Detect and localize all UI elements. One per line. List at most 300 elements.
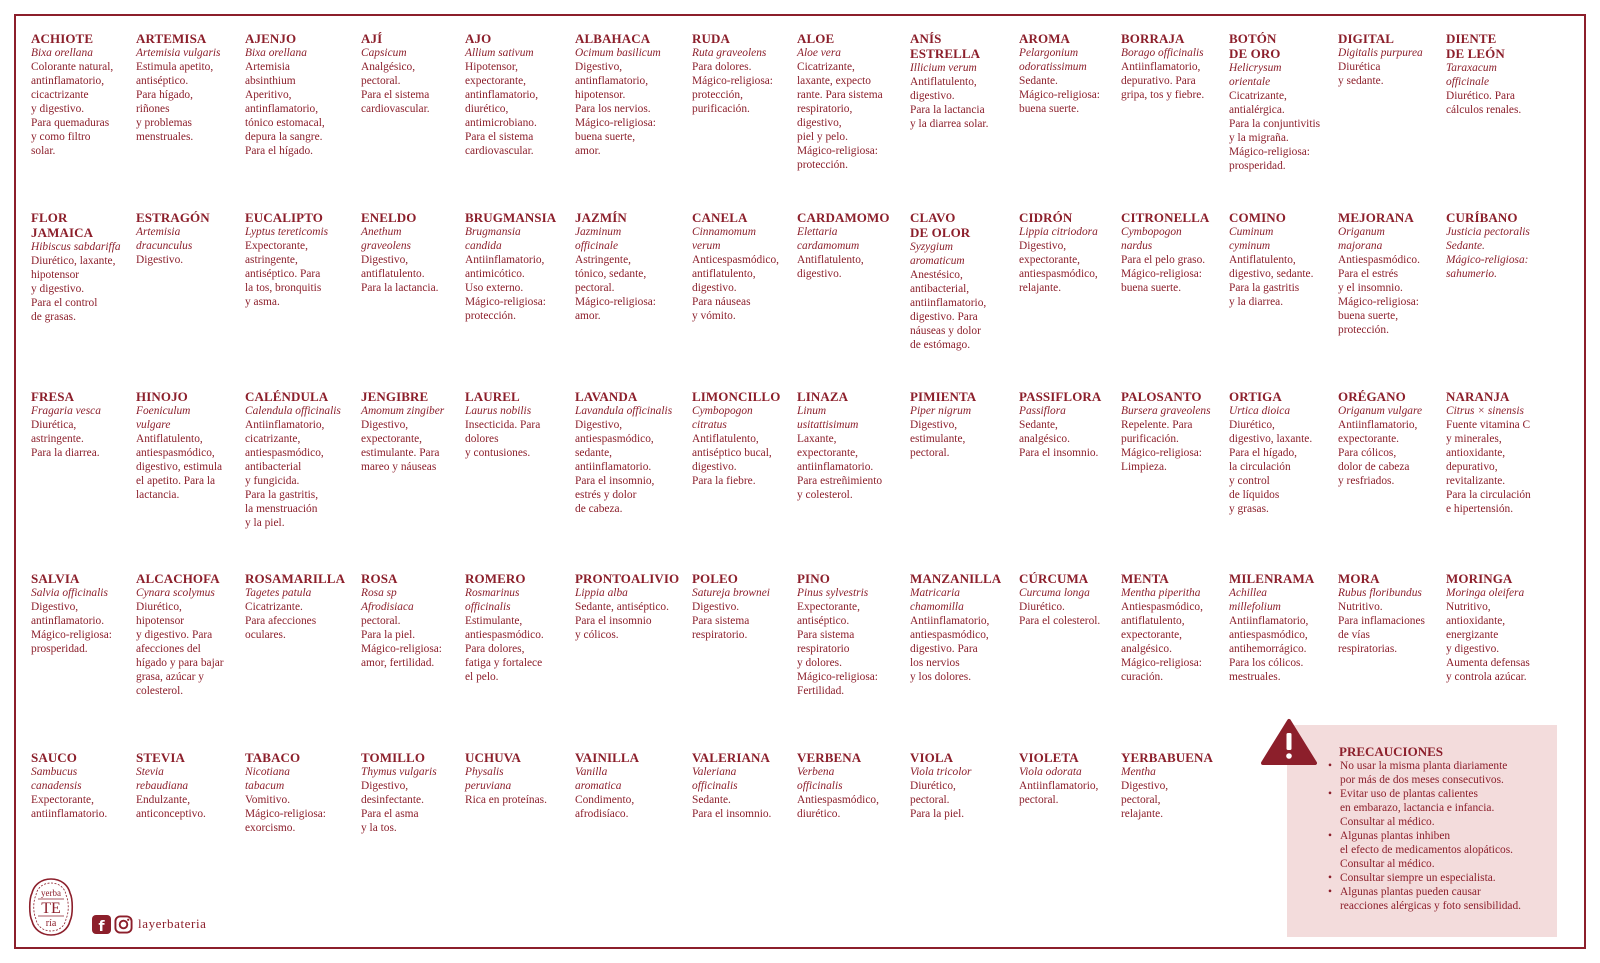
plant-description: y problemas — [136, 117, 192, 129]
plant-description: Antiflatulento, — [797, 254, 864, 266]
plant-scientific-name: Lippia citriodora — [1019, 226, 1098, 238]
plant-description: estrés y dolor — [575, 489, 637, 501]
precaution-item — [1328, 759, 1521, 787]
plant-description: antimicótico. — [465, 268, 525, 280]
plant-description: Antiinflamatorio, — [910, 615, 990, 627]
plant-scientific-name: Viola odorata — [1019, 766, 1082, 778]
plant-description: Para el asma — [361, 808, 419, 820]
plant-scientific-name: vulgare — [136, 419, 171, 431]
plant-description: Analgésico, — [361, 61, 416, 73]
plant-scientific-name: Achillea — [1229, 587, 1267, 599]
precaution-line: Consultar al médico. — [1340, 816, 1435, 828]
plant-description: Astringente, — [575, 254, 631, 266]
plant-description: Para la gastritis — [1229, 282, 1300, 294]
plant-entry — [31, 571, 135, 656]
plant-name: COMINO — [1229, 210, 1286, 225]
plant-entry — [1121, 750, 1225, 821]
plant-entry — [797, 571, 901, 698]
plant-entry — [136, 210, 240, 267]
plant-description: tónico estomacal, — [245, 117, 325, 129]
plant-description: Mágico-religiosa: — [797, 145, 878, 157]
plant-description: amor. — [575, 145, 601, 157]
plant-entry — [136, 571, 240, 698]
plant-scientific-name: Elettaria — [797, 226, 838, 238]
plant-scientific-name: officinalis — [465, 601, 511, 613]
plant-description: Sedante, — [1019, 419, 1058, 431]
plant-description: antiinflamatorio. — [31, 808, 108, 820]
plant-scientific-name: Anethum — [361, 226, 402, 238]
plant-scientific-name: usitattisimum — [797, 419, 859, 431]
plant-description: antiflatulento. — [361, 268, 425, 280]
plant-description: Para el hígado. — [245, 145, 314, 157]
plant-description: Para quemaduras — [31, 117, 110, 129]
precaution-item — [1328, 871, 1521, 885]
plant-description: hipotensor — [136, 615, 185, 627]
plant-description: Expectorante, — [31, 794, 94, 806]
plant-scientific-name: Calendula officinalis — [245, 405, 341, 417]
precautions-list — [1328, 759, 1521, 913]
plant-description: digestivo. — [910, 90, 955, 102]
plant-description: Diurético, — [1229, 419, 1275, 431]
plant-description: antimicrobiano. — [465, 117, 537, 129]
plant-scientific-name: Rosa sp — [361, 587, 397, 599]
plant-description: Digestivo, — [361, 780, 409, 792]
plant-name: ORTIGA — [1229, 389, 1282, 404]
plant-description: depurativo. Para — [1121, 75, 1196, 87]
plant-description: Expectorante, — [245, 240, 308, 252]
plant-name: AROMA — [1019, 31, 1071, 46]
plant-scientific-name: Citrus × sinensis — [1446, 405, 1524, 417]
plant-description: Insecticida. Para — [465, 419, 541, 431]
plant-description: Nutritivo, — [1446, 601, 1491, 613]
plant-entry — [465, 389, 569, 460]
plant-description: estimulante, — [910, 433, 966, 445]
plant-name: PALOSANTO — [1121, 389, 1202, 404]
plant-description: antiespasmódico, — [136, 447, 215, 459]
plant-entry — [31, 31, 135, 158]
plant-name: CURÍBANO — [1446, 210, 1518, 225]
plant-description: prosperidad. — [31, 643, 88, 655]
plant-scientific-name: Lavandula officinalis — [575, 405, 673, 417]
plant-entry — [31, 210, 135, 324]
plant-scientific-name: Illicium verum — [910, 62, 977, 74]
plant-description: Mágico-religiosa: — [465, 296, 546, 308]
plant-description: Aperitivo, — [245, 89, 292, 101]
plant-description: de vías — [1338, 629, 1370, 641]
plant-description: Digestivo, — [575, 61, 623, 73]
plant-description: Anestésico, — [910, 269, 963, 281]
plant-description: Mágico-religiosa: — [31, 629, 112, 641]
plant-scientific-name: Origanum — [1338, 226, 1385, 238]
plant-description: buena suerte. — [1121, 282, 1182, 294]
precaution-line: • Evitar uso de plantas calientes — [1340, 788, 1478, 800]
plant-name: TOMILLO — [361, 750, 426, 765]
plant-entry — [1229, 210, 1333, 309]
plant-name: ESTRAGÓN — [136, 210, 210, 225]
plant-description: antiinflamatorio. — [797, 461, 874, 473]
plant-entry — [465, 31, 569, 158]
plant-description: Antiflatulento, — [910, 76, 977, 88]
plant-name: LIMONCILLO — [692, 389, 781, 404]
plant-scientific-name: odoratissimum — [1019, 61, 1087, 73]
plant-scientific-name: Cymbopogon — [692, 405, 753, 417]
plant-description: y digestivo. Para — [136, 629, 213, 641]
plant-description: Fertilidad. — [797, 685, 845, 697]
plant-description: antiséptico. Para — [245, 268, 321, 280]
plant-name: ORÉGANO — [1338, 389, 1406, 404]
brand-logo — [28, 877, 74, 937]
plant-description: protección. — [465, 310, 516, 322]
plant-entry — [361, 750, 465, 835]
plant-description: protección, — [692, 89, 743, 101]
plant-name: ANÍS — [910, 31, 942, 46]
plant-scientific-name: candida — [465, 240, 502, 252]
plant-scientific-name: Lyptus tereticomis — [245, 226, 329, 238]
plant-scientific-name: Justicia pectoralis — [1446, 226, 1530, 238]
precaution-line: • No usar la misma planta diariamente — [1340, 760, 1508, 772]
plant-name: CARDAMOMO — [797, 210, 890, 225]
plant-description: antiespasmódico, — [1019, 268, 1098, 280]
plant-scientific-name: Afrodisiaca — [361, 601, 414, 613]
plant-scientific-name: Physalis — [465, 766, 504, 778]
plant-description: Artemisia — [245, 61, 290, 73]
plant-scientific-name: Viola tricolor — [910, 766, 972, 778]
plant-entry — [1121, 389, 1225, 474]
plant-description: Mágico-religiosa: — [245, 808, 326, 820]
plant-description: y la diarrea. — [1229, 296, 1284, 308]
plant-scientific-name: Taraxacum — [1446, 62, 1497, 74]
plant-description: y vómito. — [692, 310, 736, 322]
plant-scientific-name: citratus — [692, 419, 727, 431]
plant-description: y digestivo. — [31, 103, 85, 115]
precautions-title: PRECAUCIONES — [1339, 744, 1444, 759]
plant-scientific-name: Bursera graveolens — [1121, 405, 1211, 417]
plant-entry — [465, 571, 569, 684]
plant-description: Para la piel. — [910, 808, 965, 820]
plant-entry — [910, 571, 1014, 684]
plant-description: antibacterial — [245, 461, 302, 473]
plant-description: y asma. — [245, 296, 280, 308]
plant-description: Digestivo, — [575, 419, 623, 431]
plant-entry — [1121, 31, 1225, 102]
plant-description: relajante. — [1019, 282, 1062, 294]
plant-description: Mágico-religiosa: — [1121, 268, 1202, 280]
plant-description: Diurética, — [31, 419, 77, 431]
plant-description: Para náuseas — [692, 296, 751, 308]
plant-scientific-name: Amomum zingiber — [361, 405, 445, 417]
precaution-line: • Algunas plantas pueden causar — [1340, 886, 1481, 898]
plant-scientific-name: Sedante. — [1446, 240, 1485, 252]
plant-description: astringente, — [245, 254, 298, 266]
plant-description: Para el sistema — [465, 131, 534, 143]
plant-description: antiséptico. — [136, 75, 189, 87]
plant-description: y como filtro — [31, 131, 91, 143]
plant-description: Para afecciones — [245, 615, 317, 627]
plant-name: HINOJO — [136, 389, 188, 404]
plant-name: ALOE — [797, 31, 835, 46]
plant-scientific-name: Pinus sylvestris — [797, 587, 869, 599]
plant-description: digestivo. — [692, 282, 737, 294]
plant-description: expectorante, — [797, 447, 859, 459]
plant-description: respiratorio. — [692, 629, 748, 641]
plant-description: Diurético, laxante, — [31, 255, 116, 267]
plant-entry — [910, 31, 1014, 131]
plant-entry — [1446, 389, 1550, 516]
plant-description: Digestivo, — [361, 254, 409, 266]
plant-scientific-name: Aloe vera — [797, 47, 841, 59]
plant-description: Para la diarrea. — [31, 447, 100, 459]
plant-description: y control — [1229, 475, 1270, 487]
plant-name: LAVANDA — [575, 389, 638, 404]
plant-description: Nutritivo. — [1338, 601, 1383, 613]
plant-description: Antiespasmódico, — [797, 794, 879, 806]
plant-scientific-name: Salvia officinalis — [31, 587, 108, 599]
plant-entry — [692, 210, 796, 323]
plant-description: Antiespasmódico. — [1338, 254, 1420, 266]
plant-description: sedante, — [575, 447, 613, 459]
plant-name: ROSA — [361, 571, 398, 586]
plant-description: Repelente. Para — [1121, 419, 1193, 431]
plant-description: dolores — [465, 433, 499, 445]
plant-description: digestivo, — [797, 117, 842, 129]
plant-description: cicactrizante — [31, 89, 89, 101]
plant-entry — [575, 389, 679, 516]
plant-description: purificación. — [1121, 433, 1179, 445]
plant-description: estimulante. Para — [361, 447, 440, 459]
plant-description: antiséptico. — [797, 615, 850, 627]
plant-description: y resfriados. — [1338, 475, 1395, 487]
social-handle[interactable]: layerbateria — [138, 916, 207, 931]
plant-name: ARTEMISA — [136, 31, 207, 46]
precaution-line: en embarazo, lactancia e infancia. — [1340, 802, 1495, 814]
plant-name: AJO — [465, 31, 492, 46]
plant-description: antiinflamatorio. — [575, 461, 652, 473]
plant-entry — [692, 750, 796, 821]
plant-name: CANELA — [692, 210, 748, 225]
precaution-line: • Algunas plantas inhiben — [1340, 830, 1451, 842]
plant-entry — [797, 31, 901, 172]
plant-description: antiespasmódico, — [1229, 629, 1308, 641]
plant-description: digestivo, sedante. — [1229, 268, 1314, 280]
instagram-icon[interactable] — [114, 915, 133, 934]
plant-description: Mágico-religiosa: — [361, 643, 442, 655]
plant-scientific-name: Matricaria — [910, 587, 960, 599]
plant-description: revitalizante. — [1446, 475, 1506, 487]
plant-description: solar. — [31, 145, 56, 157]
plant-description: cardiovascular. — [361, 103, 430, 115]
plant-description: Estimula apetito, — [136, 61, 214, 73]
plant-name: POLEO — [692, 571, 739, 586]
plant-description: antiespasmódico. — [465, 629, 544, 641]
plant-description: Antiflatulento, — [692, 433, 759, 445]
plant-description: Para sistema — [692, 615, 750, 627]
plant-description: y colesterol. — [797, 489, 853, 501]
plant-name: ALBAHACA — [575, 31, 651, 46]
plant-name: FRESA — [31, 389, 75, 404]
plant-description: afrodisíaco. — [575, 808, 629, 820]
plant-description: antinflamatorio. — [31, 615, 105, 627]
plant-description: expectorante, — [465, 75, 527, 87]
plant-description: antinflamatorio, — [575, 75, 649, 87]
plant-description: Sedante. — [1019, 75, 1058, 87]
plant-name: VAINILLA — [575, 750, 640, 765]
plant-description: Rica en proteínas. — [465, 794, 547, 806]
plant-scientific-name: canadensis — [31, 780, 82, 792]
plant-description: Para el colesterol. — [1019, 615, 1101, 627]
plant-description: afecciones del — [136, 643, 201, 655]
plant-scientific-name: Mentha piperitha — [1121, 587, 1201, 599]
plant-description: antioxidante, — [1446, 615, 1506, 627]
plant-name: DIENTE — [1446, 31, 1497, 46]
plant-scientific-name: Cuminum — [1229, 226, 1274, 238]
plant-description: antiflatulento, — [1121, 615, 1185, 627]
plant-name: BORRAJA — [1121, 31, 1185, 46]
plant-description: Para inflamaciones — [1338, 615, 1425, 627]
plant-scientific-name: rebaudiana — [136, 780, 189, 792]
plant-description: Aumenta defensas — [1446, 657, 1530, 669]
plant-description: Limpieza. — [1121, 461, 1167, 473]
plant-description: la menstruación — [245, 503, 318, 515]
plant-scientific-name: Stevia — [136, 766, 164, 778]
plant-entry — [1338, 31, 1442, 88]
plant-entry — [1229, 389, 1333, 516]
plant-scientific-name: Cynara scolymus — [136, 587, 215, 599]
plant-name: BRUGMANSIA — [465, 210, 557, 225]
logo-line-1: yerba — [41, 888, 61, 898]
plant-description: Sedante, antiséptico. — [575, 601, 669, 613]
plant-description: antialérgica. — [1229, 104, 1285, 116]
plant-description: antiséptico bucal, — [692, 447, 772, 459]
plant-entry — [910, 750, 1014, 821]
plant-entry — [1446, 31, 1550, 117]
plant-description: y sedante. — [1338, 75, 1384, 87]
plant-entry — [692, 389, 796, 488]
plant-description: y cólicos. — [575, 629, 619, 641]
plant-scientific-name: officinalis — [692, 780, 738, 792]
plant-name: CITRONELLA — [1121, 210, 1210, 225]
plant-description: antiespasmódico, — [575, 433, 654, 445]
plant-scientific-name: Bixa orellana — [245, 47, 307, 59]
plant-entry — [136, 31, 240, 144]
plant-description: diurético, — [465, 103, 509, 115]
plant-scientific-name: Passiflora — [1019, 405, 1066, 417]
plant-description: digestivo. Para — [910, 311, 978, 323]
plant-scientific-name: Mágico-religiosa: — [1446, 254, 1529, 266]
plant-entry — [361, 571, 465, 670]
plant-entry — [910, 210, 1014, 352]
plant-entry — [1229, 31, 1333, 173]
plant-description: buena suerte, — [1338, 310, 1399, 322]
plant-entry — [1446, 571, 1550, 684]
plant-entry — [797, 750, 901, 821]
facebook-icon[interactable]: f — [92, 915, 111, 934]
plant-description: Para hígado, — [136, 89, 193, 101]
plant-description: antinflamatorio, — [465, 89, 539, 101]
plant-description: Para sistema — [797, 629, 855, 641]
plant-description: Mágico-religiosa: — [575, 117, 656, 129]
plant-description: Diurético, — [136, 601, 182, 613]
plant-scientific-name: Valeriana — [692, 766, 737, 778]
plant-entry — [1338, 389, 1442, 488]
plant-scientific-name: Nicotiana — [245, 766, 290, 778]
plant-description: Para la circulación — [1446, 489, 1531, 501]
plant-name: FLOR — [31, 210, 68, 225]
plant-entry — [245, 210, 349, 309]
plant-description: respiratorias. — [1338, 643, 1398, 655]
plant-name: EUCALIPTO — [245, 210, 323, 225]
plant-entry — [797, 210, 901, 281]
plant-description: Antiinflamatorio, — [1019, 780, 1099, 792]
plant-scientific-name: tabacum — [245, 780, 285, 792]
plant-scientific-name: Allium sativum — [465, 47, 534, 59]
plant-description: y contusiones. — [465, 447, 531, 459]
plant-entry — [136, 750, 240, 821]
plant-description: Para dolores. — [692, 61, 752, 73]
plant-description: Para la fiebre. — [692, 475, 756, 487]
plant-description: dolor de cabeza — [1338, 461, 1410, 473]
plant-description: purificación. — [692, 103, 750, 115]
plant-entry — [245, 31, 349, 158]
plant-description: Digestivo, — [31, 601, 79, 613]
plant-description: hígado y para bajar — [136, 657, 224, 669]
plant-entry — [31, 389, 135, 460]
plant-entry — [361, 210, 465, 295]
plant-description: náuseas y dolor — [910, 325, 981, 337]
plant-name: PRONTOALIVIO — [575, 571, 680, 586]
plant-description: y grasas. — [1229, 503, 1269, 515]
plant-name: SALVIA — [31, 571, 80, 586]
plant-description: Colorante natural, — [31, 61, 114, 73]
plant-entry — [1229, 571, 1333, 684]
plant-description: colesterol. — [136, 685, 184, 697]
plant-description: Para el insomnio. — [692, 808, 772, 820]
plant-entry — [136, 389, 240, 502]
plant-name: DE ORO — [1229, 46, 1281, 61]
plant-scientific-name: Curcuma longa — [1019, 587, 1090, 599]
plant-description: de grasas. — [31, 311, 76, 323]
plant-description: antihemorrágico. — [1229, 643, 1307, 655]
plant-description: buena suerte. — [1019, 103, 1080, 115]
plant-name: MEJORANA — [1338, 210, 1414, 225]
plant-entry — [465, 210, 569, 323]
plant-scientific-name: millefolium — [1229, 601, 1281, 613]
plant-description: Mágico-religiosa: — [1338, 296, 1419, 308]
plant-name: LAUREL — [465, 389, 520, 404]
plant-description: Diurético. Para — [1446, 90, 1515, 102]
plant-scientific-name: Cinnamomum — [692, 226, 756, 238]
plant-description: Antiinflamatorio, — [1229, 615, 1309, 627]
plant-description: Antiespasmódico, — [1121, 601, 1203, 613]
plant-scientific-name: Bixa orellana — [31, 47, 93, 59]
plant-description: hipotensor. — [575, 89, 626, 101]
plant-description: lactancia. — [136, 489, 180, 501]
plant-name: MORINGA — [1446, 571, 1513, 586]
plant-description: respiratorio — [797, 643, 850, 655]
plant-entry — [575, 750, 679, 821]
plant-description: y controla azúcar. — [1446, 671, 1527, 683]
plant-description: y fungicida. — [245, 475, 300, 487]
plant-name: ALCACHOFA — [136, 571, 220, 586]
plant-scientific-name: Vanilla — [575, 766, 608, 778]
plant-entry — [692, 31, 796, 116]
plant-description: el apetito. Para la — [136, 475, 216, 487]
plant-description: Para los cólicos. — [1229, 657, 1304, 669]
plant-entry — [575, 210, 679, 323]
plant-description: exorcismo. — [245, 822, 296, 834]
plant-entry — [1019, 389, 1123, 460]
plant-entry — [1338, 210, 1442, 337]
plant-description: digestivo, laxante. — [1229, 433, 1313, 445]
